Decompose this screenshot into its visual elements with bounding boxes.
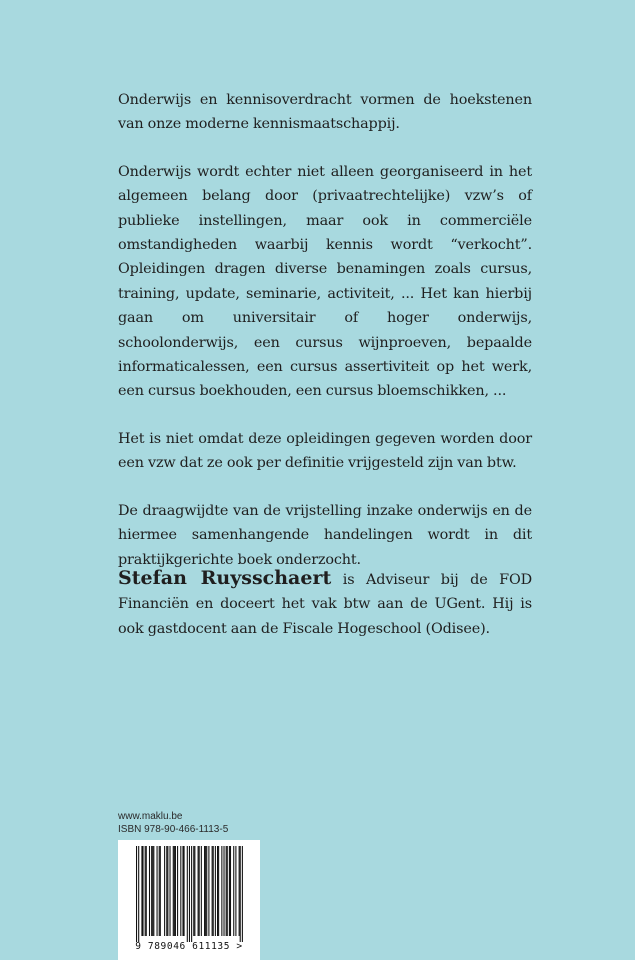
- publisher-info: [118, 810, 228, 836]
- blurb-paragraph-1: Onderwijs en kennisoverdracht vormen de hoekstenen van onze moderne kennismaatschappij.: [118, 92, 532, 133]
- barcode: [118, 840, 260, 960]
- cover-blurb: [118, 88, 532, 595]
- publisher-website: www.maklu.be: [118, 811, 183, 822]
- isbn-label: ISBN 978-90-466-1113-5: [118, 824, 229, 835]
- blurb-paragraph-4: De draagwijdte van de vrijstelling inzake onderwijs en de hiermee samenhangende handelingen wordt in dit praktijkgerichte boek onderzocht.: [118, 502, 532, 568]
- author-bio-text: is Adviseur bij de FOD Financiën en doceert het vak btw aan de UGent. Hij is ook gastdocent aan de Fiscale Hogeschool (Odisee).: [118, 572, 532, 637]
- author-name: Stefan Ruysschaert: [118, 567, 332, 589]
- barcode-digits: 9 789046 611135 >: [135, 941, 243, 952]
- blurb-paragraph-2: Onderwijs wordt echter niet alleen georganiseerd in het algemeen belang door (privaatrechtelijke) vzw’s of publieke instellingen, maar ook in commerciële omstandigheden waarbij kennis wordt “verkocht”. Opleidingen dragen diverse benamingen zoals cursus, training, update, seminarie, activiteit, ... Het kan hierbij gaan om universitair of hoger onderwijs, schoolonderwijs, een cursus wijnproeven, bepaalde informaticalessen, een cursus assertiviteit op het werk, een cursus boekhouden, een cursus bloemschikken, ...: [118, 163, 532, 400]
- author-bio: [118, 566, 532, 641]
- blurb-paragraph-3: Het is niet omdat deze opleidingen gegeven worden door een vzw dat ze ook per definitie vrijgesteld zijn van btw.: [118, 430, 532, 472]
